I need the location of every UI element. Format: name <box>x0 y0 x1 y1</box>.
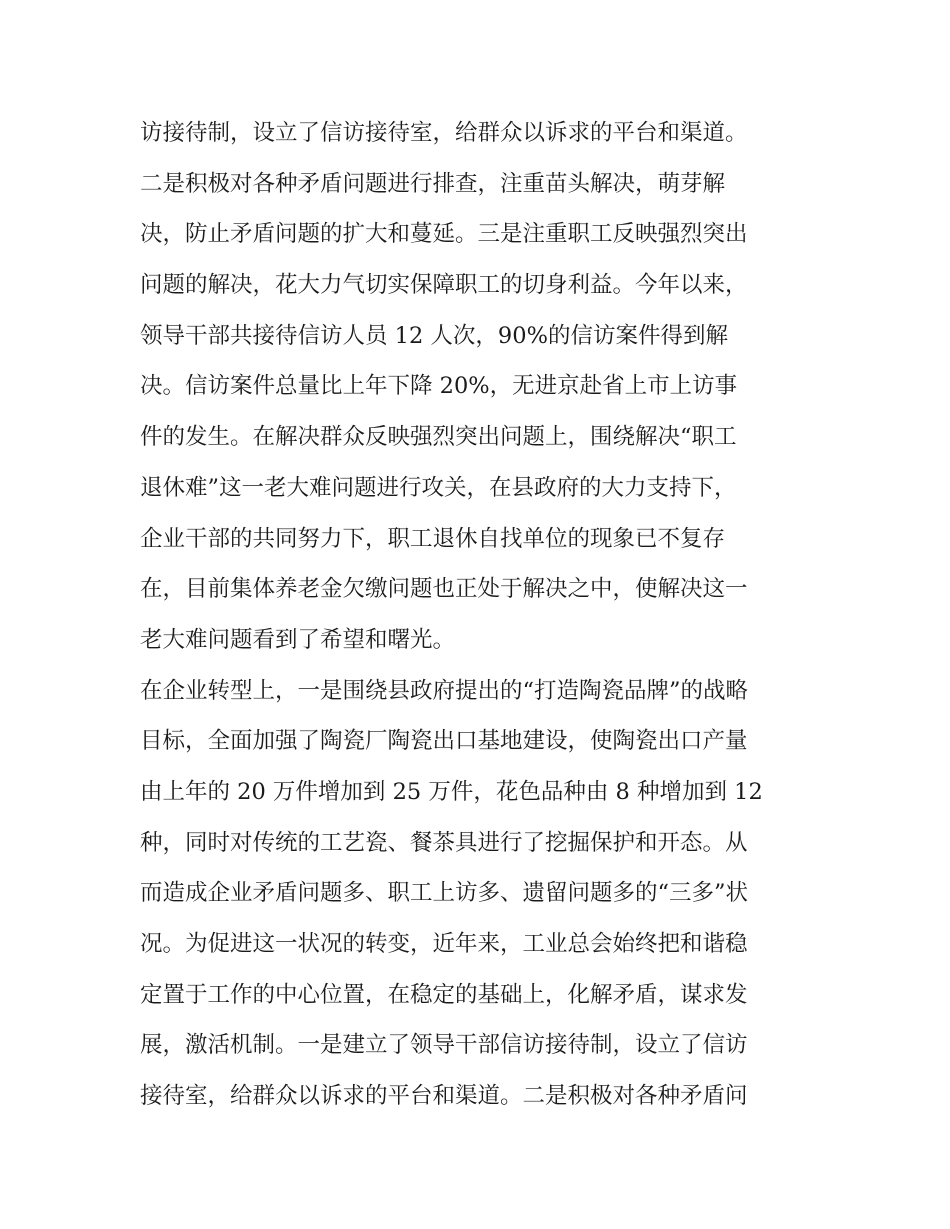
text-line: 件的发生。在解决群众反映强烈突出问题上，围绕解决“职工 <box>140 424 737 451</box>
text-line: 定置于工作的中心位置，在稳定的基础上，化解矛盾，谋求发 <box>140 981 748 1008</box>
text-line: 在，目前集体养老金欠缴问题也正处于解决之中，使解决这一 <box>140 576 748 603</box>
text-line: 种，同时对传统的工艺瓷、餐茶具进行了挖掘保护和开态。从 <box>140 829 748 856</box>
text-line: 企业干部的共同努力下，职工退休自找单位的现象已不复存 <box>140 525 726 552</box>
text-line: 退休难”这一老大难问题进行攻关，在县政府的大力支持下， <box>140 474 737 501</box>
text-line: 接待室，给群众以诉求的平台和渠道。二是积极对各种矛盾问 <box>140 1083 748 1110</box>
text-line: 况。为促进这一状况的转变，近年来，工业总会始终把和谐稳 <box>140 931 748 957</box>
text-line: 由上年的 20 万件增加到 25 万件，花色品种由 8 种增加到 12 <box>140 778 763 805</box>
text-line: 决，防止矛盾问题的扩大和蔓延。三是注重职工反映强烈突出 <box>140 221 748 248</box>
text-line: 访接待制，设立了信访接待室，给群众以诉求的平台和渠道。 <box>140 120 748 146</box>
body-text <box>140 108 820 1122</box>
text-line: 二是积极对各种矛盾问题进行排查，注重苗头解决，萌芽解 <box>140 170 726 197</box>
text-line: 问题的解决，花大力气切实保障职工的切身利益。今年以来， <box>140 272 748 299</box>
text-line: 展，激活机制。一是建立了领导干部信访接待制，设立了信访 <box>140 1032 748 1059</box>
text-line: 老大难问题看到了希望和曙光。 <box>140 626 456 653</box>
text-line: 领导干部共接待信访人员 12 人次，90%的信访案件得到解 <box>140 322 728 349</box>
text-line: 目标，全面加强了陶瓷厂陶瓷出口基地建设，使陶瓷出口产量 <box>140 728 748 755</box>
text-line: 决。信访案件总量比上年下降 20%，无进京赴省上市上访事 <box>140 373 738 400</box>
text-line: 在企业转型上，一是围绕县政府提出的“打造陶瓷品牌”的战略 <box>140 677 749 704</box>
text-line: 而造成企业矛盾问题多、职工上访多、遗留问题多的“三多”状 <box>140 880 749 907</box>
